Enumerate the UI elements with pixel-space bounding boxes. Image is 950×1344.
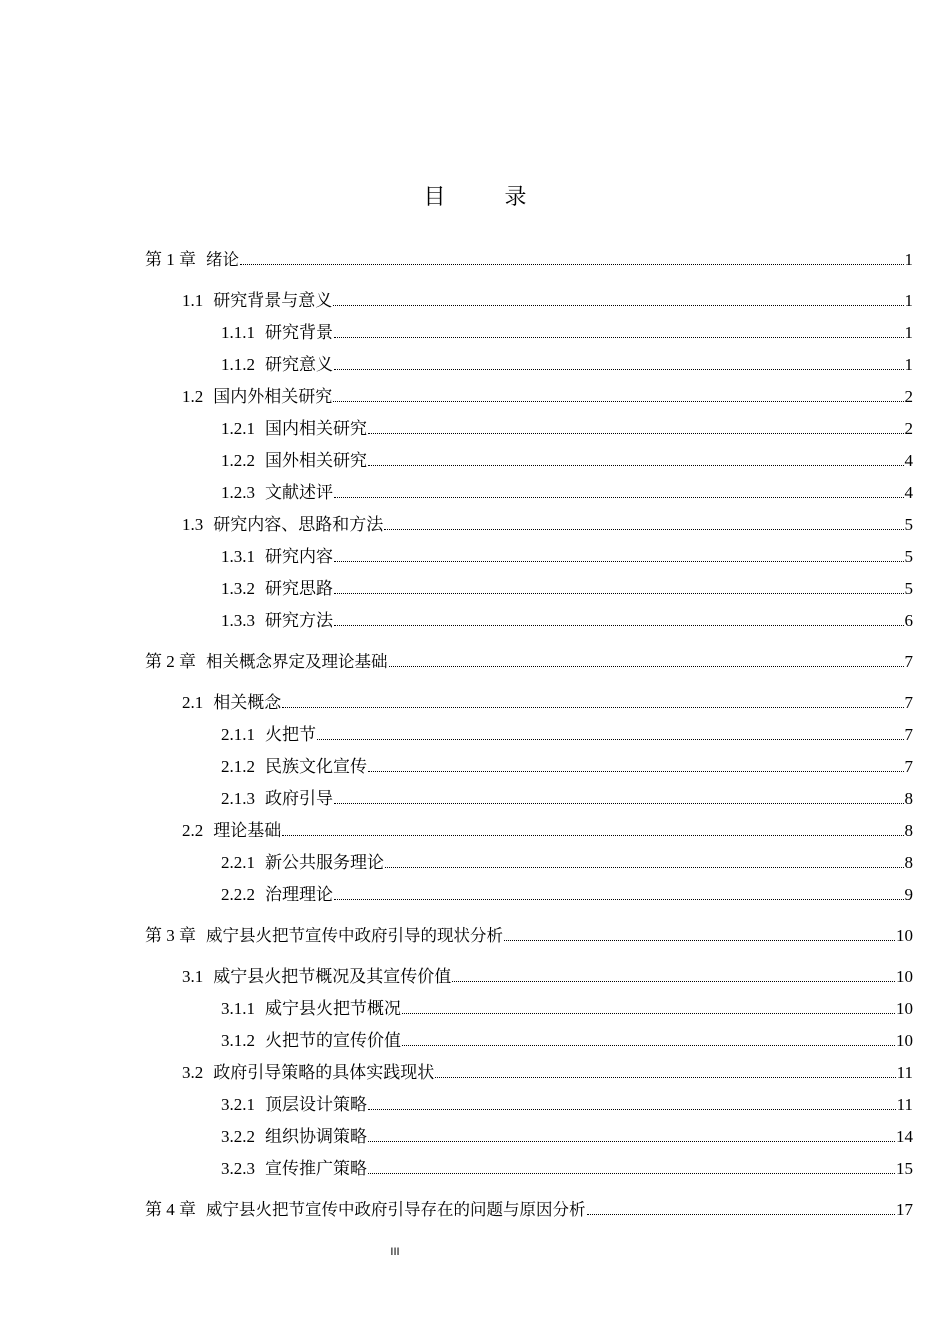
- toc-dot-leader: [368, 1109, 896, 1110]
- toc-entry-number: 3.2.3: [221, 1159, 255, 1178]
- toc-entry-page-number: 8: [904, 853, 913, 872]
- toc-dot-leader: [368, 771, 904, 772]
- toc-title: 目 录: [423, 185, 553, 210]
- toc-entry-label: 国内外相关研究: [213, 387, 333, 406]
- toc-entry-page-number: 7: [904, 757, 913, 776]
- toc-section-entry[interactable]: [221, 354, 913, 376]
- toc-entry-page-number: 7: [904, 725, 913, 744]
- toc-section-entry[interactable]: [221, 322, 913, 344]
- toc-entry-number: 1.3.3: [221, 611, 255, 630]
- toc-entry-page-number: 10: [896, 926, 913, 945]
- toc-entry-number: 第 1 章: [145, 250, 196, 269]
- toc-entry-label: 火把节: [265, 725, 316, 744]
- toc-entry-label: 相关概念: [213, 693, 282, 712]
- toc-entry-number: 2.1: [182, 693, 204, 712]
- toc-section-entry[interactable]: [221, 998, 913, 1020]
- toc-entry-label: 民族文化宣传: [265, 757, 367, 776]
- toc-dot-leader: [368, 1141, 895, 1142]
- toc-section-entry[interactable]: [221, 852, 913, 874]
- toc-dot-leader: [389, 666, 904, 667]
- toc-section-entry[interactable]: [221, 1094, 913, 1116]
- toc-entry-page-number: 7: [904, 693, 913, 712]
- toc-dot-leader: [334, 561, 904, 562]
- toc-section-entry[interactable]: [182, 1062, 913, 1084]
- toc-entry-number: 3.1.2: [221, 1031, 255, 1050]
- toc-entry-label: 研究意义: [265, 355, 333, 374]
- toc-dot-leader: [282, 707, 903, 708]
- toc-section-entry[interactable]: [221, 724, 913, 746]
- page-footer-number: III: [390, 1246, 400, 1258]
- toc-entry-page-number: 11: [896, 1063, 913, 1082]
- toc-dot-leader: [334, 497, 904, 498]
- toc-entry-number: 2.1.2: [221, 757, 255, 776]
- toc-entry-number: 第 2 章: [145, 652, 196, 671]
- toc-section-entry[interactable]: [221, 578, 913, 600]
- toc-section-entry[interactable]: [221, 788, 913, 810]
- toc-entry-label: 绪论: [206, 250, 239, 269]
- toc-entry-label: 理论基础: [213, 821, 282, 840]
- toc-section-entry[interactable]: [182, 514, 913, 536]
- toc-section-entry[interactable]: [221, 884, 913, 906]
- toc-entry-page-number: 2: [904, 419, 913, 438]
- toc-entry-number: 第 4 章: [145, 1200, 196, 1219]
- toc-entry-number: 1.2.3: [221, 483, 255, 502]
- toc-entry-label: 宣传推广策略: [265, 1159, 367, 1178]
- toc-chapter-entry[interactable]: [145, 249, 913, 271]
- toc-entry-label: 相关概念界定及理论基础: [206, 652, 388, 671]
- toc-entry-page-number: 1: [904, 323, 913, 342]
- toc-dot-leader: [402, 1045, 895, 1046]
- toc-entry-page-number: 5: [904, 579, 913, 598]
- toc-dot-leader: [504, 940, 895, 941]
- toc-dot-leader: [334, 803, 904, 804]
- toc-chapter-entry[interactable]: [145, 651, 913, 673]
- toc-entry-page-number: 1: [904, 355, 913, 374]
- toc-entry-page-number: 15: [896, 1159, 913, 1178]
- toc-entry-label: 研究背景: [265, 323, 333, 342]
- toc-dot-leader: [368, 465, 904, 466]
- toc-section-entry[interactable]: [182, 966, 913, 988]
- toc-dot-leader: [435, 1077, 895, 1078]
- toc-entry-page-number: 6: [904, 611, 913, 630]
- toc-dot-leader: [334, 899, 904, 900]
- toc-section-entry[interactable]: [221, 1030, 913, 1052]
- toc-section-entry[interactable]: [182, 386, 913, 408]
- toc-dot-leader: [368, 433, 904, 434]
- toc-entry-number: 1.2.2: [221, 451, 255, 470]
- toc-entry-number: 1.3.2: [221, 579, 255, 598]
- toc-dot-leader: [282, 835, 903, 836]
- toc-chapter-entry[interactable]: [145, 925, 913, 947]
- toc-entry-number: 2.2.2: [221, 885, 255, 904]
- toc-dot-leader: [368, 1173, 895, 1174]
- toc-entry-label: 文献述评: [265, 483, 333, 502]
- toc-section-entry[interactable]: [221, 1126, 913, 1148]
- toc-dot-leader: [334, 369, 904, 370]
- toc-entry-label: 火把节的宣传价值: [265, 1031, 401, 1050]
- toc-entry-number: 1.2: [182, 387, 204, 406]
- toc-section-entry[interactable]: [221, 450, 913, 472]
- toc-entry-label: 研究方法: [265, 611, 333, 630]
- toc-entry-label: 治理理论: [265, 885, 333, 904]
- toc-entry-page-number: 10: [896, 1031, 913, 1050]
- toc-entry-number: 3.1.1: [221, 999, 255, 1018]
- toc-entry-page-number: 8: [904, 821, 913, 840]
- toc-entry-label: 威宁县火把节宣传中政府引导的现状分析: [206, 926, 503, 945]
- toc-dot-leader: [402, 1013, 895, 1014]
- toc-entry-number: 3.2.1: [221, 1095, 255, 1114]
- toc-entry-page-number: 14: [896, 1127, 913, 1146]
- toc-entry-label: 国外相关研究: [265, 451, 367, 470]
- toc-entry-page-number: 17: [896, 1200, 913, 1219]
- toc-entry-page-number: 1: [904, 291, 913, 310]
- toc-entry-number: 2.2.1: [221, 853, 255, 872]
- toc-entry-label: 威宁县火把节概况: [265, 999, 401, 1018]
- toc-section-entry[interactable]: [182, 290, 913, 312]
- toc-entry-number: 2.1.3: [221, 789, 255, 808]
- toc-chapter-entry[interactable]: [145, 1199, 913, 1221]
- toc-entry-page-number: 4: [904, 451, 913, 470]
- toc-dot-leader: [317, 739, 904, 740]
- toc-entry-label: 研究背景与意义: [213, 291, 333, 310]
- toc-section-entry[interactable]: [221, 546, 913, 568]
- toc-entry-page-number: 11: [896, 1095, 913, 1114]
- toc-entry-label: 研究思路: [265, 579, 333, 598]
- toc-entry-label: 政府引导: [265, 789, 333, 808]
- toc-entry-page-number: 2: [904, 387, 913, 406]
- toc-entry-label: 顶层设计策略: [265, 1095, 367, 1114]
- toc-entry-label: 威宁县火把节宣传中政府引导存在的问题与原因分析: [206, 1200, 586, 1219]
- toc-section-entry[interactable]: [221, 1158, 913, 1180]
- toc-dot-leader: [333, 401, 903, 402]
- toc-entry-label: 国内相关研究: [265, 419, 367, 438]
- toc-section-entry[interactable]: [221, 418, 913, 440]
- toc-entry-number: 1.1.1: [221, 323, 255, 342]
- toc-entry-page-number: 10: [896, 967, 913, 986]
- toc-dot-leader: [334, 337, 904, 338]
- toc-section-entry[interactable]: [221, 482, 913, 504]
- toc-section-entry[interactable]: [182, 820, 913, 842]
- toc-entry-number: 1.2.1: [221, 419, 255, 438]
- toc-entry-page-number: 1: [904, 250, 913, 269]
- toc-entry-page-number: 9: [904, 885, 913, 904]
- toc-entry-label: 研究内容: [265, 547, 333, 566]
- toc-dot-leader: [333, 305, 903, 306]
- toc-entry-number: 第 3 章: [145, 926, 196, 945]
- toc-entry-number: 3.1: [182, 967, 204, 986]
- toc-entry-number: 1.3.1: [221, 547, 255, 566]
- toc-entry-number: 2.1.1: [221, 725, 255, 744]
- toc-entry-page-number: 8: [904, 789, 913, 808]
- toc-dot-leader: [587, 1214, 896, 1215]
- toc-dot-leader: [452, 981, 895, 982]
- toc-entry-number: 1.1.2: [221, 355, 255, 374]
- toc-dot-leader: [384, 529, 903, 530]
- toc-entry-number: 1.1: [182, 291, 204, 310]
- toc-dot-leader: [334, 625, 904, 626]
- toc-section-entry[interactable]: [182, 692, 913, 714]
- toc-entry-page-number: 5: [904, 547, 913, 566]
- toc-entry-label: 政府引导策略的具体实践现状: [213, 1063, 435, 1082]
- toc-dot-leader: [385, 867, 904, 868]
- toc-entry-label: 组织协调策略: [265, 1127, 367, 1146]
- toc-dot-leader: [240, 264, 904, 265]
- toc-entry-number: 1.3: [182, 515, 204, 534]
- toc-entry-page-number: 7: [904, 652, 913, 671]
- toc-entry-number: 3.2: [182, 1063, 204, 1082]
- toc-entry-label: 研究内容、思路和方法: [213, 515, 384, 534]
- toc-entry-page-number: 10: [896, 999, 913, 1018]
- toc-entry-page-number: 5: [904, 515, 913, 534]
- toc-entry-number: 3.2.2: [221, 1127, 255, 1146]
- toc-entry-page-number: 4: [904, 483, 913, 502]
- toc-section-entry[interactable]: [221, 756, 913, 778]
- toc-section-entry[interactable]: [221, 610, 913, 632]
- toc-entry-number: 2.2: [182, 821, 204, 840]
- toc-entry-label: 威宁县火把节概况及其宣传价值: [213, 967, 452, 986]
- toc-entry-label: 新公共服务理论: [265, 853, 384, 872]
- toc-dot-leader: [334, 593, 904, 594]
